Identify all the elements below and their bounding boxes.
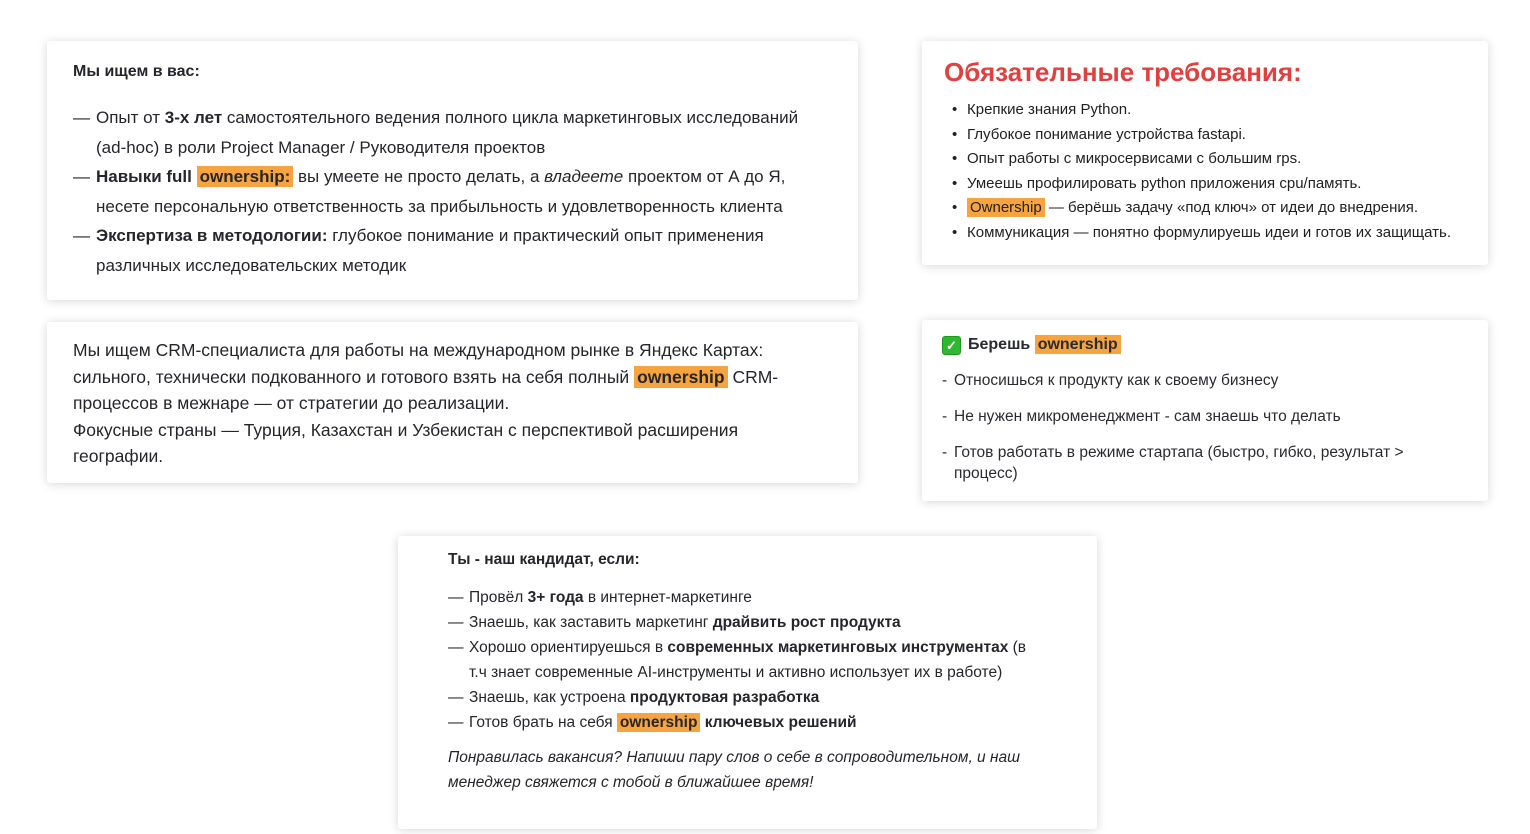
bullet-marker: • [952, 223, 958, 241]
list-item [942, 442, 1468, 484]
card-we-seek-in-you [47, 41, 858, 300]
list-item-text: Провёл 3+ года в интернет-маркетинге [469, 589, 752, 606]
list-item [942, 406, 1468, 427]
list-item [944, 172, 1466, 197]
list-item-text: Экспертиза в методологии: глубокое понимание и практический опыт применения различных исследовательских методик [96, 226, 764, 275]
hyphen-marker: - [942, 372, 948, 389]
list-item-text: Знаешь, как заставить маркетинг драйвить рост продукта [469, 614, 901, 631]
list-item [944, 98, 1466, 123]
dash-marker: — [73, 108, 90, 127]
list-item [944, 147, 1466, 172]
list-item [73, 221, 832, 280]
card-title: Ты - наш кандидат, если: [448, 551, 640, 568]
card-mandatory-requirements [922, 41, 1488, 265]
dash-marker: — [448, 714, 464, 731]
paragraph: Фокусные страны — Турция, Казахстан и Узбекистан с перспективой расширения географии. [73, 419, 739, 466]
check-icon: ✓ [942, 336, 961, 355]
card-crm-specialist-intro [47, 322, 858, 483]
dash-marker: — [73, 167, 90, 186]
dash-marker: — [448, 614, 464, 631]
list-item-text: Глубокое понимание устройства fastapi. [967, 125, 1246, 143]
list-item-text: Умеешь профилировать python приложения cpu/память. [967, 174, 1362, 192]
list-item [448, 635, 1047, 685]
list-item [942, 370, 1468, 391]
list-item [944, 221, 1466, 246]
list-item-text: Готов брать на себя ownership ключевых решений [469, 714, 857, 731]
list-item-text: Крепкие знания Python. [967, 101, 1132, 118]
dash-marker: — [448, 589, 464, 606]
list-item [448, 710, 1047, 735]
card-title: Мы ищем в вас: [73, 63, 200, 80]
card-title-red: Обязательные требования: [944, 57, 1302, 87]
hyphen-marker: - [942, 444, 948, 461]
list-item-text: Не нужен микроменеджмент - сам знаешь что делать [954, 408, 1341, 425]
card-take-ownership [922, 320, 1488, 501]
list-item-text: Хорошо ориентируешься в современных маркетинговых инструментах (в т.ч знает современные AI-инструменты и активно использует их в работе) [469, 639, 1027, 681]
card-header-text: Берешь ownership [968, 335, 1121, 355]
bullet-marker: • [952, 174, 958, 192]
list-item-text: Опыт работы с микросервисами с большим rps. [967, 150, 1302, 167]
paragraph: Мы ищем CRM-специалиста для работы на международном рынке в Яндекс Картах: сильного, технически подкованного и готового взять на себя полный ownership CRM-процессов в межнаре — от стратегии до реализации. [73, 340, 779, 413]
list-item [448, 585, 1047, 610]
bullet-marker: • [952, 150, 958, 167]
list-item-text: Опыт от 3-х лет самостоятельного ведения полного цикла маркетинговых исследований (ad-hoc) в роли Project Manager / Руководителя проектов [96, 108, 799, 157]
list-item [944, 123, 1466, 148]
list-item [73, 162, 832, 221]
list-item [944, 196, 1466, 221]
list-item-text: Знаешь, как устроена продуктовая разработка [469, 689, 820, 706]
list-item [73, 103, 832, 162]
bullet-marker: • [952, 125, 958, 143]
dash-marker: — [73, 226, 90, 245]
bullet-marker: • [952, 101, 958, 118]
dash-marker: — [448, 689, 464, 706]
footer-note: Понравилась вакансия? Напиши пару слов о себе в сопроводительном, и наш менеджер свяжется с тобой в ближайшее время! [448, 749, 1021, 791]
card-header [942, 335, 1468, 355]
bullet-marker: • [952, 199, 958, 216]
list-item-text: Ownership — берёшь задачу «под ключ» от идеи до внедрения. [967, 196, 1418, 221]
list-item [448, 610, 1047, 635]
list-item-text: Навыки full ownership: вы умеете не просто делать, а владеете проектом от А до Я, несете персональную ответственность за прибыльность и удовлетворенность клиента [96, 167, 786, 216]
list-item-text: Готов работать в режиме стартапа (быстро, гибко, результат > процесс) [954, 444, 1404, 482]
list-item [448, 685, 1047, 710]
dash-marker: — [448, 639, 464, 656]
hyphen-marker: - [942, 408, 948, 425]
list-item-text: Относишься к продукту как к своему бизнесу [954, 372, 1279, 389]
list-item-text: Коммуникация — понятно формулируешь идеи и готов их защищать. [967, 223, 1451, 241]
card-our-candidate [398, 536, 1097, 829]
